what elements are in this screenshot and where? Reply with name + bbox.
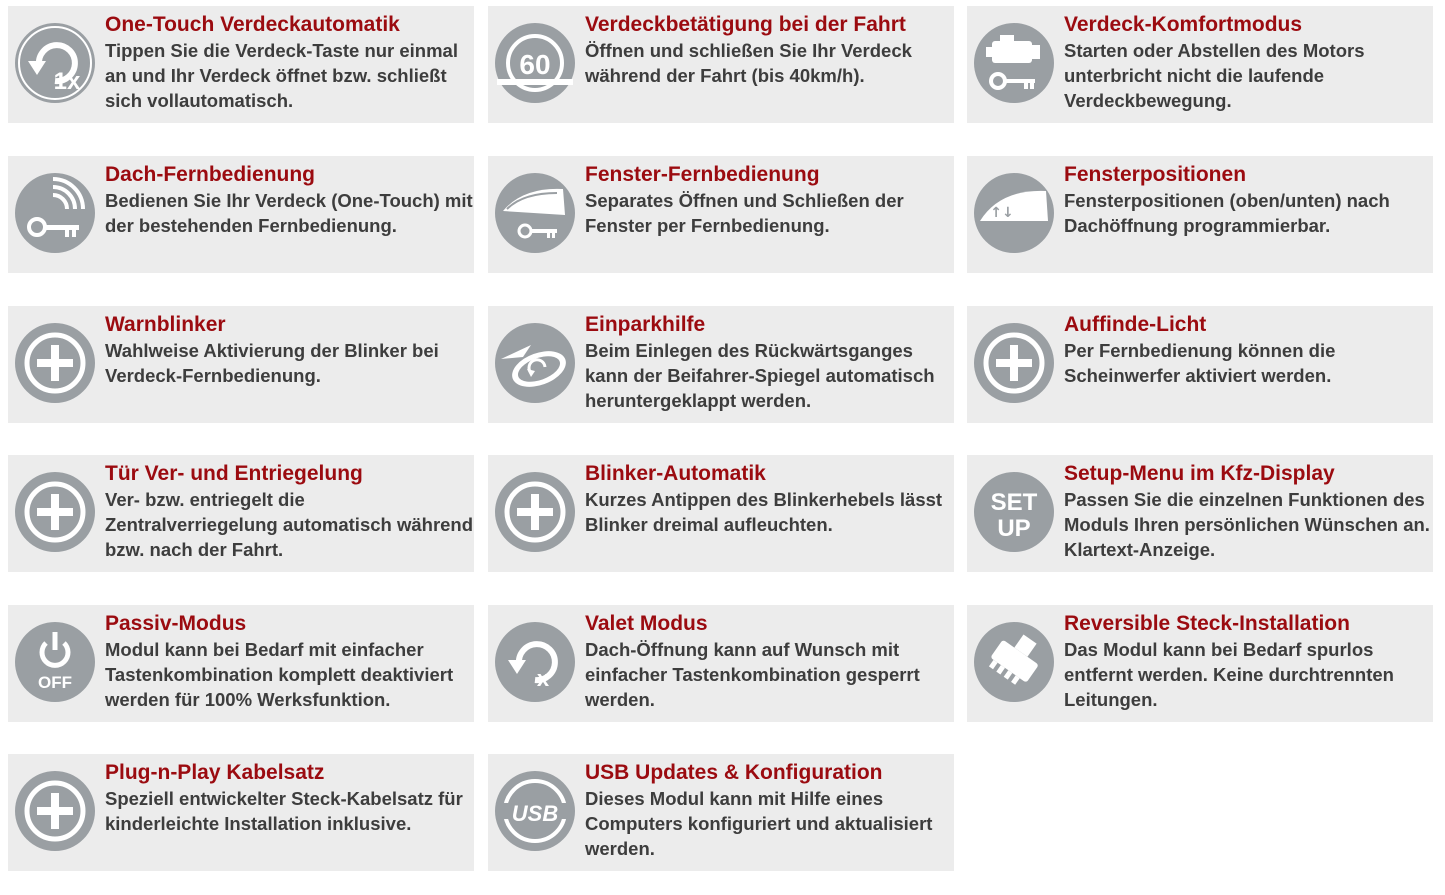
feature-description: Beim Einlegen des Rückwärtsganges kann der Beifahrer-Spiegel automatisch heruntergeklappt werden. xyxy=(585,340,935,411)
plus-icon xyxy=(972,321,1056,405)
feature-title: Passiv-Modus xyxy=(105,612,247,635)
power-off-icon xyxy=(13,620,97,704)
feature-card xyxy=(488,455,954,572)
feature-description: Wahlweise Aktivierung der Blinker bei Verdeck-Fernbedienung. xyxy=(105,340,439,386)
feature-title: Fenster-Fernbedienung xyxy=(585,163,820,186)
feature-title: Setup-Menu im Kfz-Display xyxy=(1064,462,1335,485)
icon-label: ↑↓ xyxy=(990,205,1014,221)
feature-title: One-Touch Verdeckautomatik xyxy=(105,13,400,36)
feature-card xyxy=(488,306,954,423)
feature-card xyxy=(967,455,1433,572)
icon-label: x xyxy=(536,666,550,691)
feature-description: Per Fernbedienung können die Scheinwerfer aktiviert werden. xyxy=(1064,340,1336,386)
feature-title: Dach-Fernbedienung xyxy=(105,163,316,186)
feature-card xyxy=(8,455,474,572)
feature-title: Reversible Steck-Installation xyxy=(1064,612,1350,635)
plus-icon xyxy=(13,321,97,405)
feature-title: Einparkhilfe xyxy=(585,313,706,336)
feature-description: Öffnen und schließen Sie Ihr Verdeck während der Fahrt (bis 40km/h). xyxy=(585,40,912,86)
connector-icon xyxy=(972,620,1056,704)
feature-description: Dach-Öffnung kann auf Wunsch mit einfacher Tastenkombination gesperrt werden. xyxy=(585,639,920,710)
feature-title: USB Updates & Konfiguration xyxy=(585,761,883,784)
icon-label: SET xyxy=(990,489,1038,516)
feature-description: Ver- bzw. entriegelt die Zentralverriegelung automatisch während bzw. nach der Fahrt. xyxy=(105,489,474,560)
icon-label: 60 xyxy=(519,49,551,80)
feature-description: Separates Öffnen und Schließen der Fenster per Fernbedienung. xyxy=(585,190,904,236)
icon-label: USB xyxy=(511,801,559,826)
one-touch-1x-icon xyxy=(13,21,97,105)
icon-label: OFF xyxy=(38,673,72,692)
feature-card xyxy=(8,156,474,273)
feature-title: Tür Ver- und Entriegelung xyxy=(105,462,363,485)
feature-description: Bedienen Sie Ihr Verdeck (One-Touch) mit der bestehenden Fernbedienung. xyxy=(105,190,473,236)
feature-title: Verdeck-Komfortmodus xyxy=(1064,13,1303,36)
feature-card xyxy=(488,605,954,722)
mirror-icon xyxy=(493,321,577,405)
feature-card xyxy=(967,156,1433,273)
feature-title: Blinker-Automatik xyxy=(585,462,766,485)
icon-label: UP xyxy=(997,515,1031,542)
plus-icon xyxy=(493,470,577,554)
feature-title: Warnblinker xyxy=(105,313,226,336)
feature-title: Auffinde-Licht xyxy=(1064,313,1207,336)
feature-card xyxy=(967,605,1433,722)
usb-icon xyxy=(493,769,577,853)
feature-description: Dieses Modul kann mit Hilfe eines Computers konfiguriert und aktualisiert werden. xyxy=(585,788,933,859)
plus-icon xyxy=(13,470,97,554)
feature-card xyxy=(8,6,474,123)
feature-card xyxy=(967,306,1433,423)
feature-description: Passen Sie die einzelnen Funktionen des Moduls Ihren persönlichen Wünschen an. Klartext-Anzeige. xyxy=(1064,489,1430,560)
feature-description: Fensterpositionen (oben/unten) nach Dachöffnung programmierbar. xyxy=(1064,190,1390,236)
feature-description: Speziell entwickelter Steck-Kabelsatz für kinderleichte Installation inklusive. xyxy=(105,788,463,834)
feature-card xyxy=(488,754,954,871)
feature-card xyxy=(8,605,474,722)
remote-key-icon xyxy=(13,171,97,255)
engine-key-icon xyxy=(972,21,1056,105)
window-position-icon xyxy=(972,171,1056,255)
feature-card xyxy=(488,156,954,273)
feature-grid xyxy=(8,6,1438,876)
icon-label: 1x xyxy=(53,68,81,95)
feature-title: Fensterpositionen xyxy=(1064,163,1247,186)
feature-card xyxy=(8,754,474,871)
plus-icon xyxy=(13,769,97,853)
feature-card xyxy=(488,6,954,123)
feature-description: Modul kann bei Bedarf mit einfacher Tastenkombination komplett deaktiviert werden für 100% Werksfunktion. xyxy=(105,639,454,710)
feature-card xyxy=(967,6,1433,123)
feature-description: Kurzes Antippen des Blinkerhebels lässt Blinker dreimal aufleuchten. xyxy=(585,489,943,535)
speed-60-icon xyxy=(493,21,577,105)
feature-description: Starten oder Abstellen des Motors unterbricht nicht die laufende Verdeckbewegung. xyxy=(1064,40,1365,111)
feature-title: Verdeckbetätigung bei der Fahrt xyxy=(585,13,906,36)
feature-description: Tippen Sie die Verdeck-Taste nur einmal an und Ihr Verdeck öffnet bzw. schließt sich vollautomatisch. xyxy=(105,40,458,111)
feature-card xyxy=(8,306,474,423)
feature-description: Das Modul kann bei Bedarf spurlos entfernt werden. Keine durchtrennten Leitungen. xyxy=(1064,639,1394,710)
feature-title: Valet Modus xyxy=(585,612,708,635)
setup-icon xyxy=(972,470,1056,554)
valet-x-icon xyxy=(493,620,577,704)
window-key-icon xyxy=(493,171,577,255)
feature-title: Plug-n-Play Kabelsatz xyxy=(105,761,325,784)
